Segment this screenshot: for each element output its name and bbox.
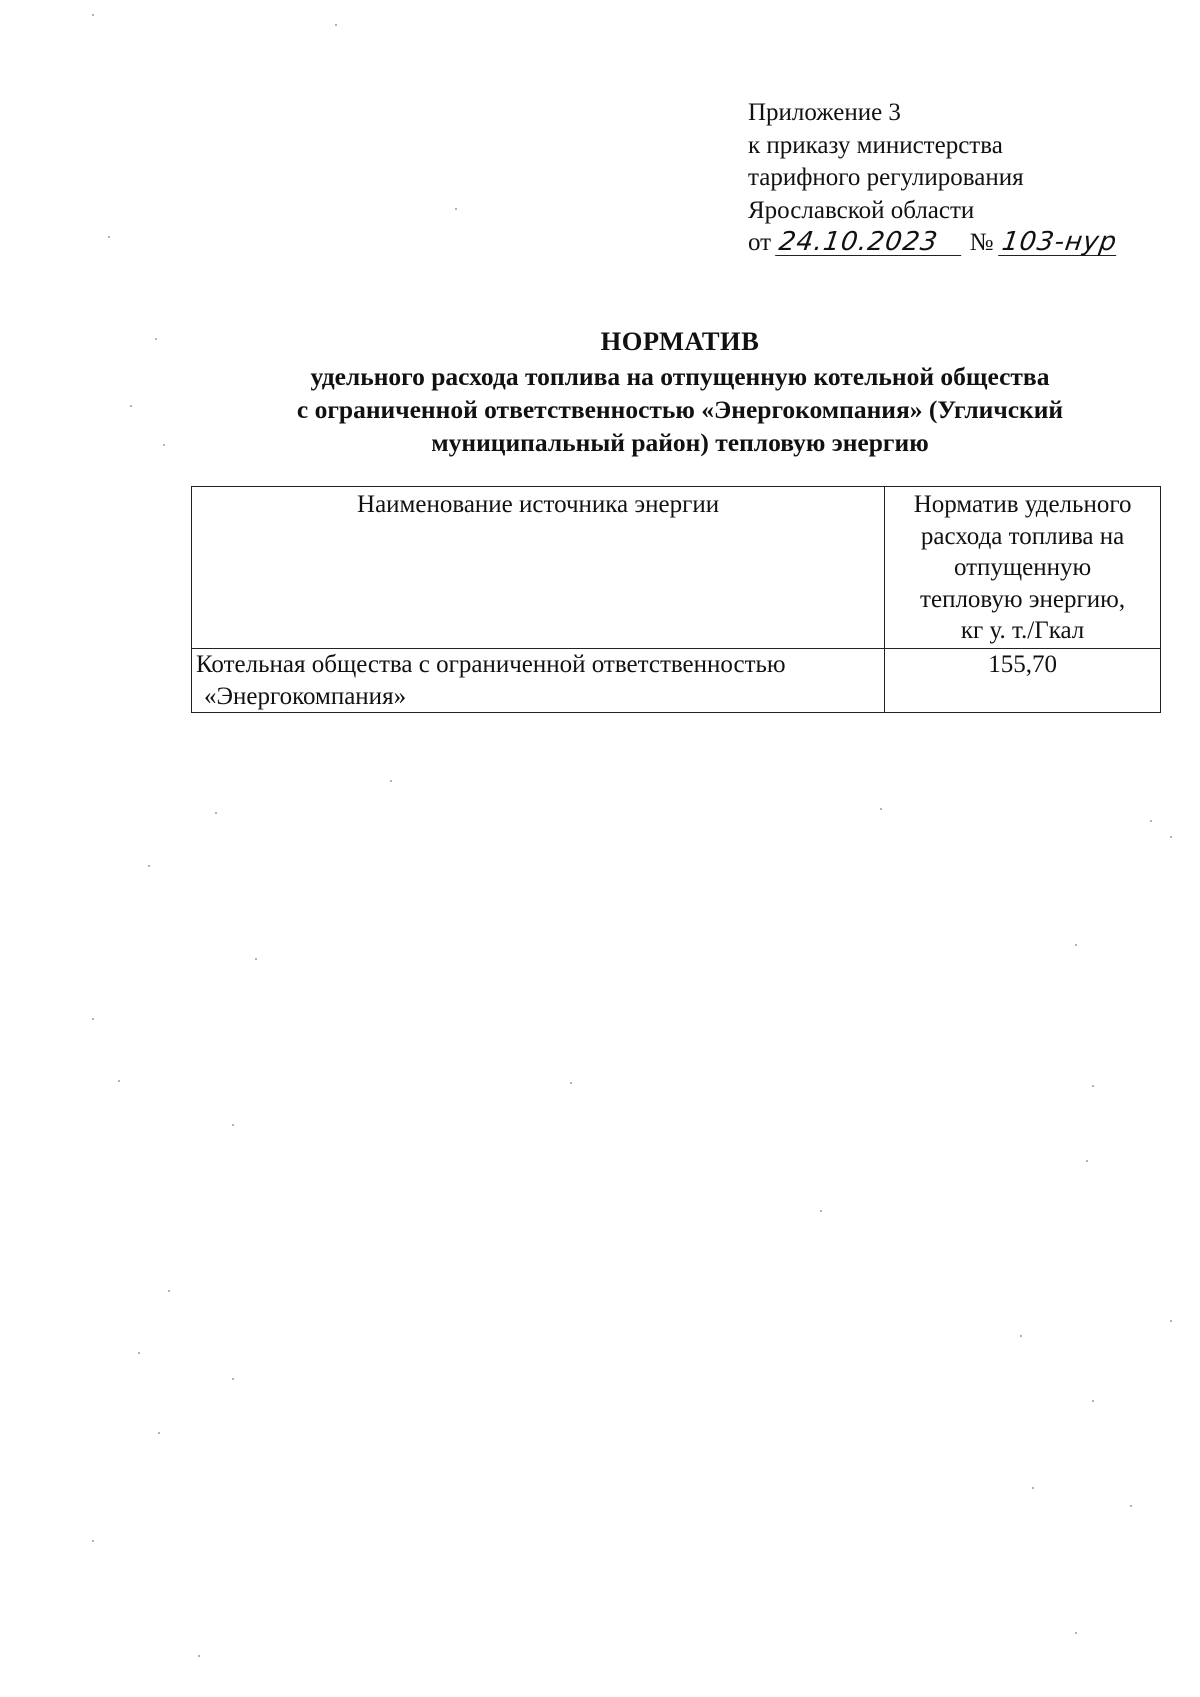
table-header-row xyxy=(192,487,1161,649)
handwritten-date: 24.10.2023 xyxy=(775,229,965,256)
header-source xyxy=(192,487,885,649)
title-line-2: с ограниченной ответственностью «Энергокомпания» (Угличский xyxy=(296,395,1064,424)
row-source-line-1: Котельная общества с ограниченной ответственностью xyxy=(196,651,786,678)
appendix-date-number xyxy=(748,227,1168,260)
title-line-3: муниципальный район) тепловую энергию xyxy=(431,428,929,457)
row-source-line-2: «Энергокомпания» xyxy=(204,682,407,710)
header-norm-line-1: Норматив удельного xyxy=(913,491,1132,518)
date-prefix: от xyxy=(748,229,772,256)
row-norm-value: 155,70 xyxy=(988,651,1057,678)
appendix-reference xyxy=(748,97,1168,260)
norm-table xyxy=(191,486,1161,713)
document-title xyxy=(180,325,1180,459)
row-value-cell xyxy=(885,649,1161,713)
row-source-cell xyxy=(192,649,885,713)
appendix-ministry: тарифного регулирования xyxy=(748,164,1024,191)
number-prefix: № xyxy=(969,229,994,256)
header-norm xyxy=(885,487,1161,649)
header-norm-line-3: отпущенную xyxy=(953,554,1092,581)
handwritten-order-number: 103-нур xyxy=(999,227,1119,257)
header-norm-line-4: тепловую энергию, xyxy=(920,585,1126,613)
table-row xyxy=(192,649,1161,713)
header-norm-line-2: расхода топлива на xyxy=(920,522,1125,550)
header-source-label: Наименование источника энергии xyxy=(357,491,720,518)
title-heading: НОРМАТИВ xyxy=(600,326,760,356)
title-line-1: удельного расхода топлива на отпущенную котельной общества xyxy=(310,362,1050,391)
appendix-region: Ярославской области xyxy=(748,196,975,224)
header-norm-line-5: кг у. т./Гкал xyxy=(960,617,1085,644)
appendix-number: Приложение 3 xyxy=(748,99,901,126)
appendix-order-ref: к приказу министерства xyxy=(748,131,1003,159)
